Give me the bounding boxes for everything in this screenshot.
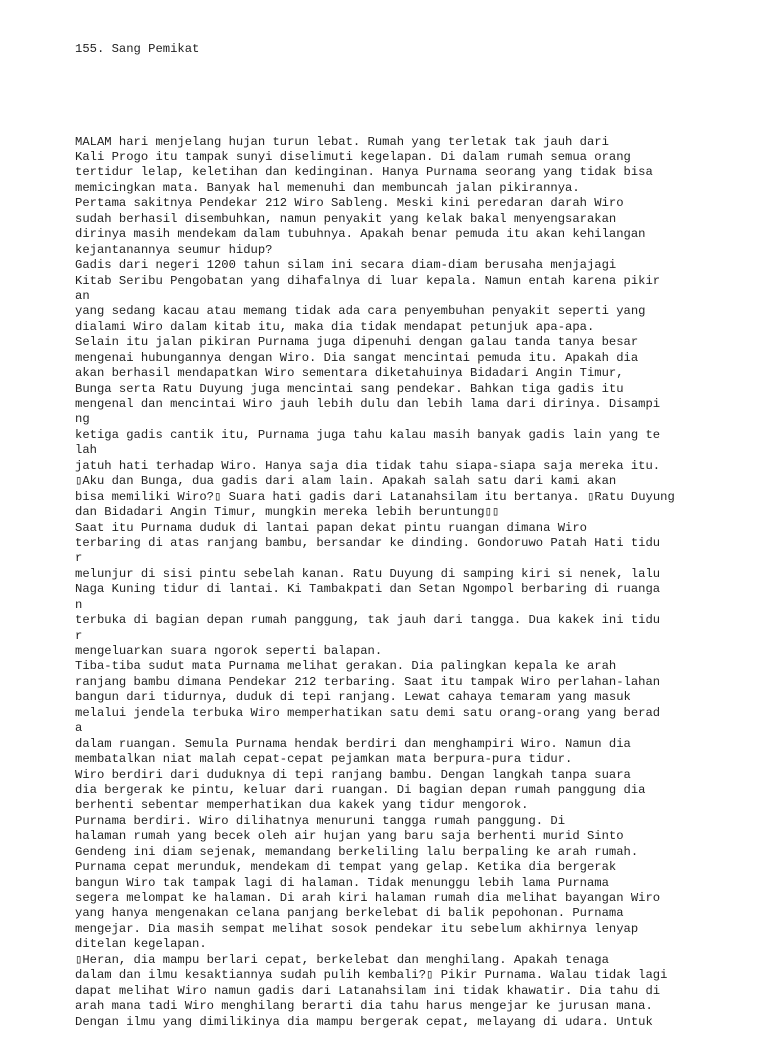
text-line: sudah berhasil disembuhkan, namun penyakit yang kelak bakal menyengsarakan: [75, 211, 617, 226]
text-line: n: [75, 597, 83, 612]
text-line: ranjang bambu dimana Pendekar 212 terbaring. Saat itu tampak Wiro perlahan-lahan: [75, 674, 661, 689]
text-line: Kitab Seribu Pengobatan yang dihafalnya di luar kepala. Namun entah karena pikir: [75, 273, 661, 288]
text-line: mengenal dan mencintai Wiro jauh lebih dulu dan lebih lama dari dirinya. Disampi: [75, 397, 661, 412]
text-line: r: [75, 551, 83, 566]
text-line: Bunga serta Ratu Duyung juga mencintai sang pendekar. Bahkan tiga gadis itu: [75, 381, 624, 396]
text-line: ng: [75, 412, 90, 427]
text-line: melalui jendela terbuka Wiro memperhatikan satu demi satu orang-orang yang berad: [75, 705, 661, 720]
text-line: yang hanya mengenakan celana panjang berkelebat di balik pepohonan. Purnama: [75, 906, 624, 921]
text-line: r: [75, 628, 83, 643]
text-line: Selain itu jalan pikiran Purnama juga dipenuhi dengan galau tanda tanya besar: [75, 335, 639, 350]
text-line: arah mana tadi Wiro menghilang berarti dia tahu harus mengejar ke jurusan mana.: [75, 999, 653, 1014]
text-line: bangun Wiro tak tampak lagi di halaman. Tidak menunggu lebih lama Purnama: [75, 875, 609, 890]
text-line: Gadis dari negeri 1200 tahun silam ini secara diam-diam berusaha menjajagi: [75, 258, 617, 273]
text-line: mengejar. Dia masih sempat melihat sosok pendekar itu sebelum akhirnya lenyap: [75, 921, 639, 936]
text-line: ▯Aku dan Bunga, dua gadis dari alam lain. Apakah salah satu dari kami akan: [75, 474, 617, 489]
text-line: a: [75, 721, 83, 736]
text-line: dapat melihat Wiro namun gadis dari Latanahsilam ini tidak khawatir. Dia tahu di: [75, 983, 661, 998]
text-line: Purnama berdiri. Wiro dilihatnya menuruni tangga rumah panggung. Di: [75, 813, 566, 828]
text-line: Pertama sakitnya Pendekar 212 Wiro Sableng. Meski kini peredaran darah Wiro: [75, 196, 624, 211]
text-line: Gendeng ini diam sejenak, memandang berkeliling lalu berpaling ke arah rumah.: [75, 844, 639, 859]
text-line: terbuka di bagian depan rumah panggung, tak jauh dari tangga. Dua kakek ini tidu: [75, 613, 661, 628]
body-text: [75, 135, 765, 1030]
text-line: ▯Heran, dia mampu berlari cepat, berkelebat dan menghilang. Apakah tenaga: [75, 952, 609, 967]
text-line: melunjur di sisi pintu sebelah kanan. Ratu Duyung di samping kiri si nenek, lalu: [75, 566, 661, 581]
text-line: lah: [75, 443, 97, 458]
text-line: dalam dan ilmu kesaktiannya sudah pulih kembali?▯ Pikir Purnama. Walau tidak lagi: [75, 968, 668, 983]
text-line: Tiba-tiba sudut mata Purnama melihat gerakan. Dia palingkan kepala ke arah: [75, 659, 617, 674]
text-line: dan Bidadari Angin Timur, mungkin mereka lebih beruntung▯▯: [75, 505, 500, 520]
text-line: mengenai hubungannya dengan Wiro. Dia sangat mencintai pemuda itu. Apakah dia: [75, 350, 639, 365]
text-line: mengeluarkan suara ngorok seperti balapan.: [75, 644, 383, 659]
text-line: Naga Kuning tidur di lantai. Ki Tambakpati dan Setan Ngompol berbaring di ruanga: [75, 582, 661, 597]
text-line: memicingkan mata. Banyak hal memenuhi dan membuncah jalan pikirannya.: [75, 180, 580, 195]
text-line: ditelan kegelapan.: [75, 937, 207, 952]
text-line: dia bergerak ke pintu, keluar dari ruangan. Di bagian depan rumah panggung dia: [75, 782, 646, 797]
text-line: ketiga gadis cantik itu, Purnama juga tahu kalau masih banyak gadis lain yang te: [75, 427, 661, 442]
text-line: Wiro berdiri dari duduknya di tepi ranjang bambu. Dengan langkah tanpa suara: [75, 767, 631, 782]
text-line: dalam ruangan. Semula Purnama hendak berdiri dan menghampiri Wiro. Namun dia: [75, 736, 631, 751]
text-line: Saat itu Purnama duduk di lantai papan dekat pintu ruangan dimana Wiro: [75, 520, 587, 535]
document-page: [75, 11, 765, 1045]
text-line: tertidur lelap, keletihan dan kedinginan. Hanya Purnama seorang yang tidak bisa: [75, 165, 653, 180]
text-line: Kali Progo itu tampak sunyi diselimuti kegelapan. Di dalam rumah semua orang: [75, 150, 631, 165]
text-line: Purnama cepat merunduk, mendekam di tempat yang gelap. Ketika dia bergerak: [75, 860, 617, 875]
text-line: yang sedang kacau atau memang tidak ada cara penyembuhan penyakit seperti yang: [75, 304, 646, 319]
text-line: Dengan ilmu yang dimilikinya dia mampu bergerak cepat, melayang di udara. Untuk: [75, 1014, 653, 1029]
text-line: akan berhasil mendapatkan Wiro sementara diketahuinya Bidadari Angin Timur,: [75, 366, 624, 381]
chapter-title: 155. Sang Pemikat: [75, 41, 200, 56]
text-line: bisa memiliki Wiro?▯ Suara hati gadis dari Latanahsilam itu bertanya. ▯Ratu Duyung: [75, 489, 675, 504]
text-line: berhenti sebentar memperhatikan dua kakek yang tidur mengorok.: [75, 798, 529, 813]
text-line: jatuh hati terhadap Wiro. Hanya saja dia tidak tahu siapa-siapa saja mereka itu.: [75, 458, 661, 473]
text-line: membatalkan niat malah cepat-cepat pejamkan mata berpura-pura tidur.: [75, 752, 573, 767]
text-line: kejantanannya seumur hidup?: [75, 242, 273, 257]
text-line: bangun dari tidurnya, duduk di tepi ranjang. Lewat cahaya temaram yang masuk: [75, 690, 631, 705]
text-line: an: [75, 288, 90, 303]
text-line: halaman rumah yang becek oleh air hujan yang baru saja berhenti murid Sinto: [75, 829, 624, 844]
blank-line: [75, 88, 765, 103]
text-line: dialami Wiro dalam kitab itu, maka dia tidak mendapat petunjuk apa-apa.: [75, 319, 595, 334]
text-line: terbaring di atas ranjang bambu, bersandar ke dinding. Gondoruwo Patah Hati tidu: [75, 535, 661, 550]
text-line: segera melompat ke halaman. Di arah kiri halaman rumah dia melihat bayangan Wiro: [75, 891, 661, 906]
text-line: dirinya masih mendekam dalam tubuhnya. Apakah benar pemuda itu akan kehilangan: [75, 227, 646, 242]
text-line: MALAM hari menjelang hujan turun lebat. Rumah yang terletak tak jauh dari: [75, 134, 609, 149]
